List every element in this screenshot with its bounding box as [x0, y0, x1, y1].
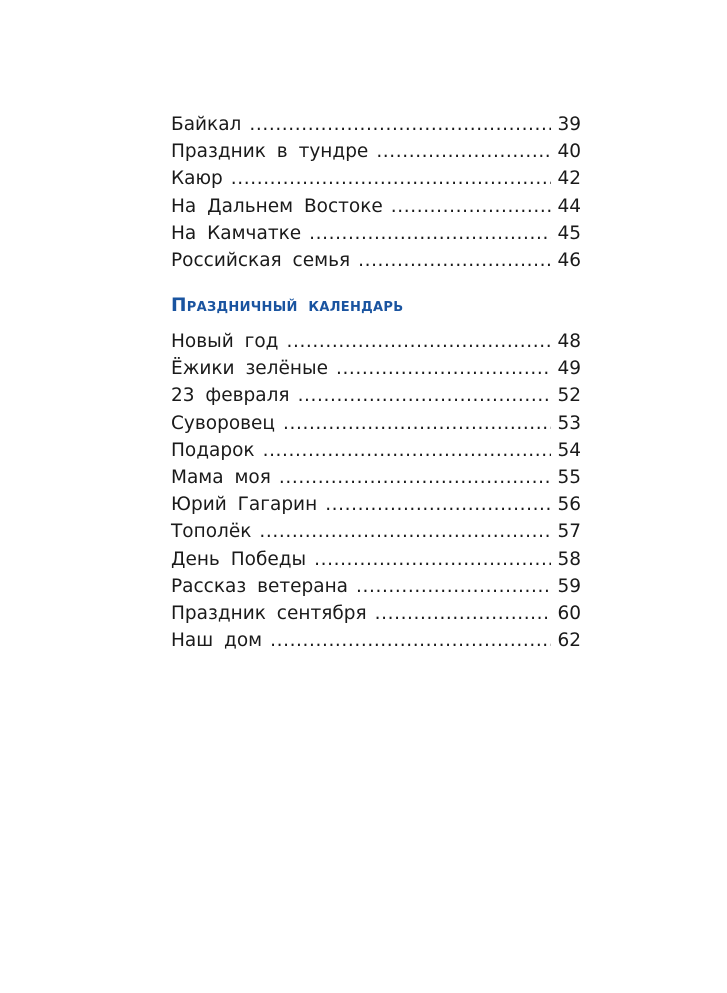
toc-entry-page: 49 — [557, 358, 581, 380]
dot-leader — [298, 382, 552, 409]
toc-entry-page: 52 — [557, 385, 581, 407]
toc-entry-title: 23 февраля — [171, 385, 290, 407]
toc-entry-title: Новый год — [171, 331, 279, 352]
toc-entry-page: 44 — [557, 195, 581, 217]
toc-entry-title: Мама моя — [171, 466, 271, 488]
toc-entry[interactable] — [171, 382, 581, 409]
toc-entry-title: Юрий Гагарин — [171, 494, 318, 516]
toc-entry[interactable] — [171, 165, 581, 192]
toc-entry-page: 57 — [557, 521, 581, 543]
dot-leader — [314, 546, 551, 573]
toc-entry[interactable] — [171, 464, 581, 491]
toc-entry-page: 60 — [557, 602, 581, 624]
toc-entry-title: На Дальнем Востоке — [171, 195, 383, 217]
dot-leader — [259, 518, 551, 545]
toc-entry-title: На Камчатке — [171, 222, 302, 244]
dot-leader — [375, 600, 552, 627]
toc-entry-page: 40 — [557, 141, 581, 163]
toc-entry-page: 53 — [557, 412, 581, 434]
dot-leader — [231, 165, 552, 192]
toc-entry[interactable] — [171, 138, 581, 165]
toc-entry-title: Тополёк — [171, 521, 252, 543]
dot-leader — [325, 491, 551, 518]
dot-leader — [283, 410, 551, 437]
section-heading: Праздничный календарь — [171, 295, 404, 316]
toc-entry-page: 42 — [557, 168, 581, 190]
toc-entry-title: Праздник сентября — [171, 602, 367, 624]
toc-entry-page: 54 — [557, 439, 581, 461]
toc-entry[interactable] — [171, 518, 581, 545]
toc-entry[interactable] — [171, 193, 581, 220]
dot-leader — [376, 138, 551, 165]
toc-entry-page: 55 — [557, 466, 581, 488]
dot-leader — [263, 437, 552, 464]
dot-leader — [358, 247, 551, 274]
toc-entry-title: Наш дом — [171, 630, 263, 652]
toc-entry-page: 59 — [557, 575, 581, 597]
toc-entry[interactable] — [171, 600, 581, 627]
toc-entry-title: Суворовец — [171, 412, 276, 434]
toc-entry-page: 48 — [557, 331, 581, 352]
toc-entry-page: 56 — [557, 494, 581, 516]
toc-entry[interactable] — [171, 546, 581, 573]
toc-entry-title: День Победы — [171, 548, 307, 570]
dot-leader — [279, 464, 552, 491]
dot-leader — [249, 111, 551, 138]
dot-leader — [391, 193, 552, 220]
toc-entry[interactable] — [171, 247, 581, 274]
toc-entry[interactable] — [171, 355, 581, 382]
toc-entry[interactable] — [171, 437, 581, 464]
toc-entry[interactable] — [171, 410, 581, 437]
toc-entry-page: 62 — [557, 630, 581, 652]
dot-leader — [309, 220, 551, 247]
toc-entry[interactable] — [171, 627, 581, 654]
dot-leader — [336, 355, 551, 382]
toc-entry-title: Рассказ ветерана — [171, 575, 349, 597]
toc-entry[interactable] — [171, 573, 581, 600]
toc-entry-title: Праздник в тундре — [171, 141, 369, 163]
toc-entry-title: Ёжики зелёные — [171, 358, 328, 380]
toc-entry-page: 45 — [557, 222, 581, 244]
dot-leader — [286, 328, 551, 355]
toc-entry-page: 58 — [557, 548, 581, 570]
toc-entry-page: 39 — [557, 114, 581, 135]
toc-entry-title: Подарок — [171, 439, 255, 461]
toc-entry[interactable] — [171, 111, 581, 138]
toc-entry-title: Российская семья — [171, 249, 351, 271]
toc-entry[interactable] — [171, 491, 581, 518]
dot-leader — [356, 573, 551, 600]
dot-leader — [270, 627, 551, 654]
toc-list-first — [171, 111, 581, 274]
toc-entry-page: 46 — [557, 249, 581, 271]
toc-list-second — [171, 328, 581, 654]
toc-entry-title: Байкал — [171, 114, 242, 135]
toc-entry[interactable] — [171, 220, 581, 247]
toc-entry-title: Каюр — [171, 168, 223, 190]
toc-entry[interactable] — [171, 328, 581, 355]
